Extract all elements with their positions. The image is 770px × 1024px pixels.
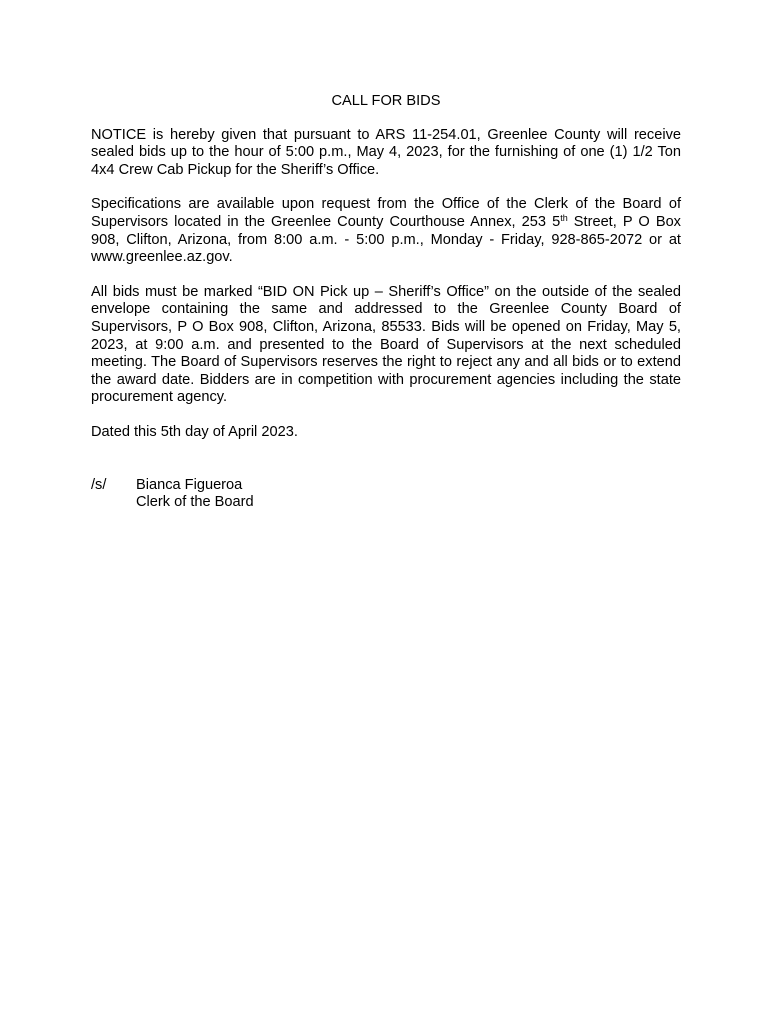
- signature-lines: [136, 477, 254, 512]
- document-title: CALL FOR BIDS: [331, 93, 441, 109]
- dated-line: Dated this 5th day of April 2023.: [91, 423, 298, 440]
- document-page: [91, 93, 681, 512]
- bid-instructions-paragraph: All bids must be marked “BID ON Pick up – Sheriff’s Office” on the outside of the sealed envelope containing the same and addressed to the Greenlee County Board of Supervisors, P O Box 908, Clifton, Arizona, 85533. Bids will be opened on Friday, May 5, 2023, at 9:00 a.m. and presented to the Board of Supervisors at the next scheduled meeting. The Board of Supervisors reserves the right to reject any and all bids or to extend the award date. Bidders are in competition with procurement agencies including the state procurement agency.: [91, 283, 681, 406]
- specifications-text-end: Street, P O Box 908, Clifton, Arizona, from 8:00 a.m. - 5:00 p.m., Monday - Friday, 928-865-2072 or at www.greenlee.az.gov.: [91, 213, 681, 266]
- ordinal-suffix: th: [560, 212, 568, 223]
- signer-role: Clerk of the Board: [136, 494, 254, 511]
- signature-mark: /s/: [91, 476, 107, 493]
- specifications-text-start: Specifications are available upon request from the Office of the Clerk of the Board of Supervisors located in the Greenlee County Courthouse Annex, 253 5: [91, 196, 681, 230]
- specifications-paragraph: [91, 196, 681, 266]
- signature-block: [91, 477, 681, 512]
- signer-name: Bianca Figueroa: [136, 476, 243, 493]
- notice-paragraph: NOTICE is hereby given that pursuant to ARS 11-254.01, Greenlee County will receive sealed bids up to the hour of 5:00 p.m., May 4, 2023, for the furnishing of one (1) 1/2 Ton 4x4 Crew Cab Pickup for the Sheriff’s Office.: [91, 126, 681, 178]
